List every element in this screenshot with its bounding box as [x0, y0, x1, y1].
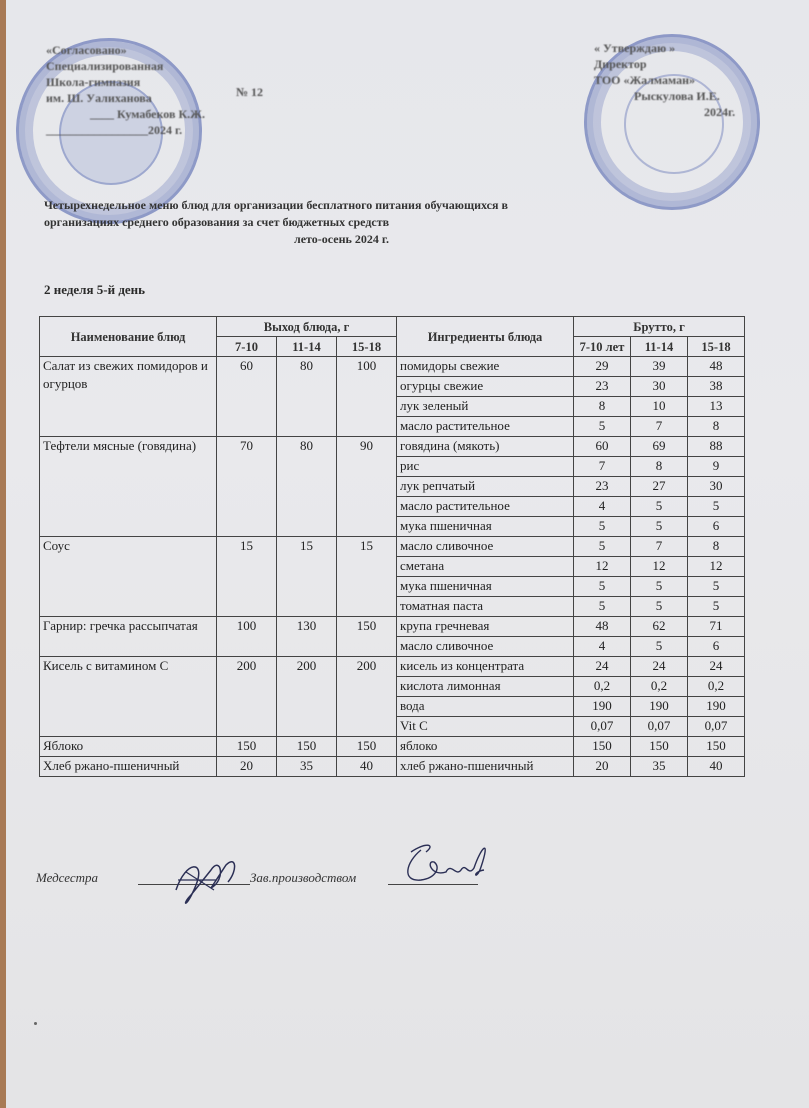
ingredient-gross: 10 — [631, 397, 688, 417]
ingredient-gross: 24 — [574, 657, 631, 677]
ingredient-gross: 190 — [631, 697, 688, 717]
ingredient-gross: 5 — [631, 597, 688, 617]
ingredient-name: кислота лимонная — [397, 677, 574, 697]
header-gross-age: 7-10 лет — [574, 337, 631, 357]
table-row — [40, 737, 745, 757]
document-page — [6, 0, 809, 1108]
ingredient-name: томатная паста — [397, 597, 574, 617]
ingredient-name: мука пшеничная — [397, 517, 574, 537]
dish-output: 200 — [337, 657, 397, 737]
dish-name: Кисель с витамином С — [40, 657, 217, 737]
table-row — [40, 437, 745, 457]
header-output-age: 15-18 — [337, 337, 397, 357]
dish-name: Тефтели мясные (говядина) — [40, 437, 217, 537]
dish-output: 90 — [337, 437, 397, 537]
dish-output: 15 — [217, 537, 277, 617]
ingredient-gross: 30 — [631, 377, 688, 397]
dish-name: Соус — [40, 537, 217, 617]
ingredient-name: Vit C — [397, 717, 574, 737]
dish-output: 200 — [277, 657, 337, 737]
approval-line: им. Ш. Уалиханова — [46, 91, 152, 105]
ingredient-gross: 150 — [574, 737, 631, 757]
ingredient-gross: 0,07 — [688, 717, 745, 737]
approval-line: Специализированная — [46, 59, 164, 73]
ingredient-name: лук репчатый — [397, 477, 574, 497]
speck — [34, 1022, 37, 1025]
manager-signature-label: Зав.производством — [250, 870, 357, 885]
dish-output: 100 — [217, 617, 277, 657]
ingredient-gross: 5 — [574, 537, 631, 557]
approval-line: ТОО «Жалмаман» — [594, 73, 696, 87]
header-gross: Брутто, г — [574, 317, 745, 337]
ingredient-gross: 71 — [688, 617, 745, 637]
ingredient-gross: 5 — [574, 517, 631, 537]
header-gross-age: 15-18 — [688, 337, 745, 357]
ingredient-gross: 9 — [688, 457, 745, 477]
table-row — [40, 757, 745, 777]
title-line: Четырехнедельное меню блюд для организации бесплатного питания обучающихся в — [44, 198, 508, 212]
ingredient-gross: 12 — [688, 557, 745, 577]
title-line: организациях среднего образования за счет бюджетных средств — [44, 215, 390, 229]
dish-output: 80 — [277, 437, 337, 537]
dish-output: 35 — [277, 757, 337, 777]
ingredient-gross: 0,2 — [688, 677, 745, 697]
menu-table — [39, 316, 745, 777]
ingredient-gross: 4 — [574, 637, 631, 657]
ingredient-name: хлеб ржано-пшеничный — [397, 757, 574, 777]
dish-output: 150 — [337, 737, 397, 757]
title-season: лето-осень 2024 г. — [294, 232, 389, 246]
ingredient-gross: 29 — [574, 357, 631, 377]
nurse-signature-label: Медсестра — [36, 870, 99, 885]
ingredient-name: кисель из концентрата — [397, 657, 574, 677]
ingredient-gross: 5 — [631, 497, 688, 517]
ingredient-gross: 7 — [574, 457, 631, 477]
ingredient-gross: 5 — [688, 497, 745, 517]
approval-line: « Утверждаю » — [594, 41, 676, 55]
approval-line: Школа-гимназия — [46, 75, 141, 89]
approval-block-right — [594, 40, 784, 120]
ingredient-name: помидоры свежие — [397, 357, 574, 377]
dish-output: 150 — [277, 737, 337, 757]
table-row — [40, 617, 745, 637]
header-output: Выход блюда, г — [217, 317, 397, 337]
dish-output: 15 — [337, 537, 397, 617]
dish-name: Яблоко — [40, 737, 217, 757]
dish-output: 60 — [217, 357, 277, 437]
approval-date: 2024 г. — [148, 123, 183, 137]
ingredient-gross: 60 — [574, 437, 631, 457]
dish-output: 150 — [217, 737, 277, 757]
header-ingredients: Ингредиенты блюда — [397, 317, 574, 357]
dish-output: 100 — [337, 357, 397, 437]
ingredient-gross: 40 — [688, 757, 745, 777]
table-row — [40, 357, 745, 377]
ingredient-gross: 150 — [631, 737, 688, 757]
header-dish-name: Наименование блюд — [40, 317, 217, 357]
ingredient-gross: 39 — [631, 357, 688, 377]
approval-block-left: «Согласовано» Специализированная Школа-гимназия им. Ш. Уалиханова № 12 ____ Кумабеков К.Ж. _________________2024 г. — [46, 42, 276, 138]
ingredient-gross: 8 — [631, 457, 688, 477]
ingredient-gross: 12 — [574, 557, 631, 577]
ingredient-gross: 5 — [631, 517, 688, 537]
ingredient-name: огурцы свежие — [397, 377, 574, 397]
manager-signature — [396, 832, 496, 892]
dish-output: 40 — [337, 757, 397, 777]
ingredient-gross: 5 — [574, 597, 631, 617]
dish-name: Гарнир: гречка рассыпчатая — [40, 617, 217, 657]
dish-name: Хлеб ржано-пшеничный — [40, 757, 217, 777]
approval-signatory: Рыскулова И.Е. — [634, 89, 720, 103]
ingredient-gross: 0,2 — [574, 677, 631, 697]
ingredient-gross: 8 — [688, 417, 745, 437]
approval-line: «Согласовано» — [46, 43, 127, 57]
ingredient-gross: 7 — [631, 537, 688, 557]
dish-output: 150 — [337, 617, 397, 657]
ingredient-name: яблоко — [397, 737, 574, 757]
ingredient-gross: 5 — [574, 417, 631, 437]
ingredient-gross: 7 — [631, 417, 688, 437]
ingredient-gross: 38 — [688, 377, 745, 397]
ingredient-gross: 12 — [631, 557, 688, 577]
ingredient-name: масло растительное — [397, 417, 574, 437]
ingredient-gross: 0,07 — [631, 717, 688, 737]
ingredient-gross: 35 — [631, 757, 688, 777]
ingredient-gross: 48 — [688, 357, 745, 377]
ingredient-gross: 27 — [631, 477, 688, 497]
ingredient-gross: 13 — [688, 397, 745, 417]
dish-output: 200 — [217, 657, 277, 737]
school-number: № 12 — [236, 85, 264, 99]
dish-output: 130 — [277, 617, 337, 657]
ingredient-gross: 23 — [574, 377, 631, 397]
ingredient-gross: 5 — [574, 577, 631, 597]
ingredient-gross: 8 — [688, 537, 745, 557]
ingredient-gross: 150 — [688, 737, 745, 757]
ingredient-gross: 0,07 — [574, 717, 631, 737]
ingredient-name: масло растительное — [397, 497, 574, 517]
dish-name: Салат из свежих помидоров и огурцов — [40, 357, 217, 437]
header-output-age: 7-10 — [217, 337, 277, 357]
ingredient-gross: 62 — [631, 617, 688, 637]
table-row — [40, 537, 745, 557]
ingredient-name: крупа гречневая — [397, 617, 574, 637]
ingredient-gross: 6 — [688, 517, 745, 537]
ingredient-gross: 24 — [688, 657, 745, 677]
ingredient-gross: 6 — [688, 637, 745, 657]
ingredient-name: вода — [397, 697, 574, 717]
ingredient-name: сметана — [397, 557, 574, 577]
header-gross-age: 11-14 — [631, 337, 688, 357]
week-day-label: 2 неделя 5-й день — [44, 282, 146, 297]
ingredient-gross: 0,2 — [631, 677, 688, 697]
approval-line: Директор — [594, 57, 647, 71]
ingredient-gross: 69 — [631, 437, 688, 457]
ingredient-gross: 30 — [688, 477, 745, 497]
ingredient-name: рис — [397, 457, 574, 477]
document-title — [44, 197, 664, 248]
ingredient-name: лук зеленый — [397, 397, 574, 417]
ingredient-gross: 5 — [631, 637, 688, 657]
ingredient-gross: 20 — [574, 757, 631, 777]
ingredient-gross: 5 — [688, 577, 745, 597]
ingredient-gross: 8 — [574, 397, 631, 417]
table-row — [40, 657, 745, 677]
ingredient-name: масло сливочное — [397, 637, 574, 657]
ingredient-gross: 88 — [688, 437, 745, 457]
ingredient-gross: 23 — [574, 477, 631, 497]
ingredient-gross: 4 — [574, 497, 631, 517]
ingredient-gross: 190 — [574, 697, 631, 717]
ingredient-gross: 48 — [574, 617, 631, 637]
ingredient-gross: 5 — [688, 597, 745, 617]
nurse-signature — [166, 850, 246, 910]
ingredient-name: говядина (мякоть) — [397, 437, 574, 457]
dish-output: 70 — [217, 437, 277, 537]
ingredient-name: мука пшеничная — [397, 577, 574, 597]
dish-output: 20 — [217, 757, 277, 777]
ingredient-name: масло сливочное — [397, 537, 574, 557]
approval-date: 2024г. — [704, 105, 736, 119]
ingredient-gross: 24 — [631, 657, 688, 677]
dish-output: 15 — [277, 537, 337, 617]
ingredient-gross: 5 — [631, 577, 688, 597]
approval-signatory: Кумабеков К.Ж. — [117, 107, 206, 121]
table-header-row — [40, 317, 745, 337]
dish-output: 80 — [277, 357, 337, 437]
ingredient-gross: 190 — [688, 697, 745, 717]
header-output-age: 11-14 — [277, 337, 337, 357]
